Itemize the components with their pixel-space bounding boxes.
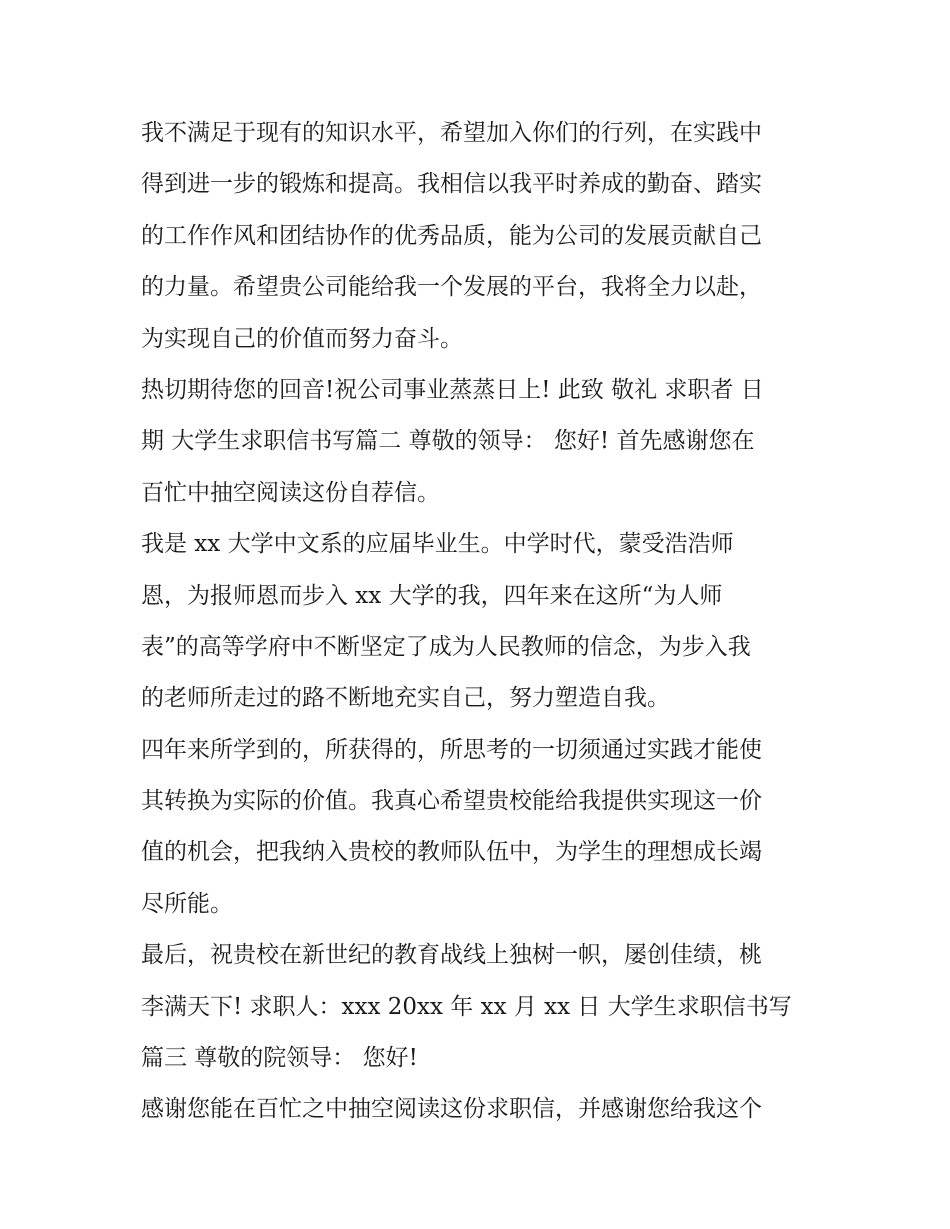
text-line: 恩，为报师恩而步入 xx 大学的我，四年来在这所“为人师 <box>141 582 723 609</box>
text-line: 感谢您能在百忙之中抽空阅读这份求职信，并感谢您给我这个 <box>141 1096 762 1123</box>
text-line: 值的机会，把我纳入贵校的教师队伍中，为学生的理想成长竭 <box>141 839 762 866</box>
text-line: 李满天下! 求职人：xxx 20xx 年 xx 月 xx 日 大学生求职信书写 <box>141 993 792 1020</box>
paragraph-5 <box>141 930 817 1084</box>
text-line: 的老师所走过的路不断地充实自己，努力塑造自我。 <box>141 685 670 712</box>
text-line: 我不满足于现有的知识水平，希望加入你们的行列，在实践中 <box>141 120 762 146</box>
text-line: 表”的高等学府中不断坚定了成为人民教师的信念，为步入我 <box>141 633 751 660</box>
text-line: 尽所能。 <box>141 890 233 917</box>
document-body <box>141 108 817 1136</box>
text-line: 最后，祝贵校在新世纪的教育战线上独树一帜，屡创佳绩，桃 <box>141 942 762 969</box>
paragraph-3 <box>141 519 817 725</box>
paragraph-4 <box>141 725 817 931</box>
text-line: 篇三 尊敬的院领导： 您好! <box>141 1045 418 1072</box>
paragraph-1 <box>141 108 817 365</box>
paragraph-2 <box>141 365 817 519</box>
text-line: 为实现自己的价值而努力奋斗。 <box>141 325 463 352</box>
text-line: 其转换为实际的价值。我真心希望贵校能给我提供实现这一价 <box>141 788 762 815</box>
paragraph-6 <box>141 1084 817 1135</box>
text-line: 的工作作风和团结协作的优秀品质，能为公司的发展贡献自己 <box>141 222 762 249</box>
text-line: 四年来所学到的，所获得的，所思考的一切须通过实践才能使 <box>141 736 762 763</box>
text-line: 我是 xx 大学中文系的应届毕业生。中学时代，蒙受浩浩师 <box>141 531 734 558</box>
text-line: 百忙中抽空阅读这份自荐信。 <box>141 479 440 506</box>
text-line: 的力量。希望贵公司能给我一个发展的平台，我将全力以赴， <box>141 274 762 301</box>
text-line: 期 大学生求职信书写篇二 尊敬的领导： 您好! 首先感谢您在 <box>141 428 755 455</box>
text-line: 得到进一步的锻炼和提高。我相信以我平时养成的勤奋、踏实 <box>141 171 762 198</box>
text-line: 热切期待您的回音!祝公司事业蒸蒸日上! 此致 敬礼 求职者 日 <box>141 376 764 403</box>
